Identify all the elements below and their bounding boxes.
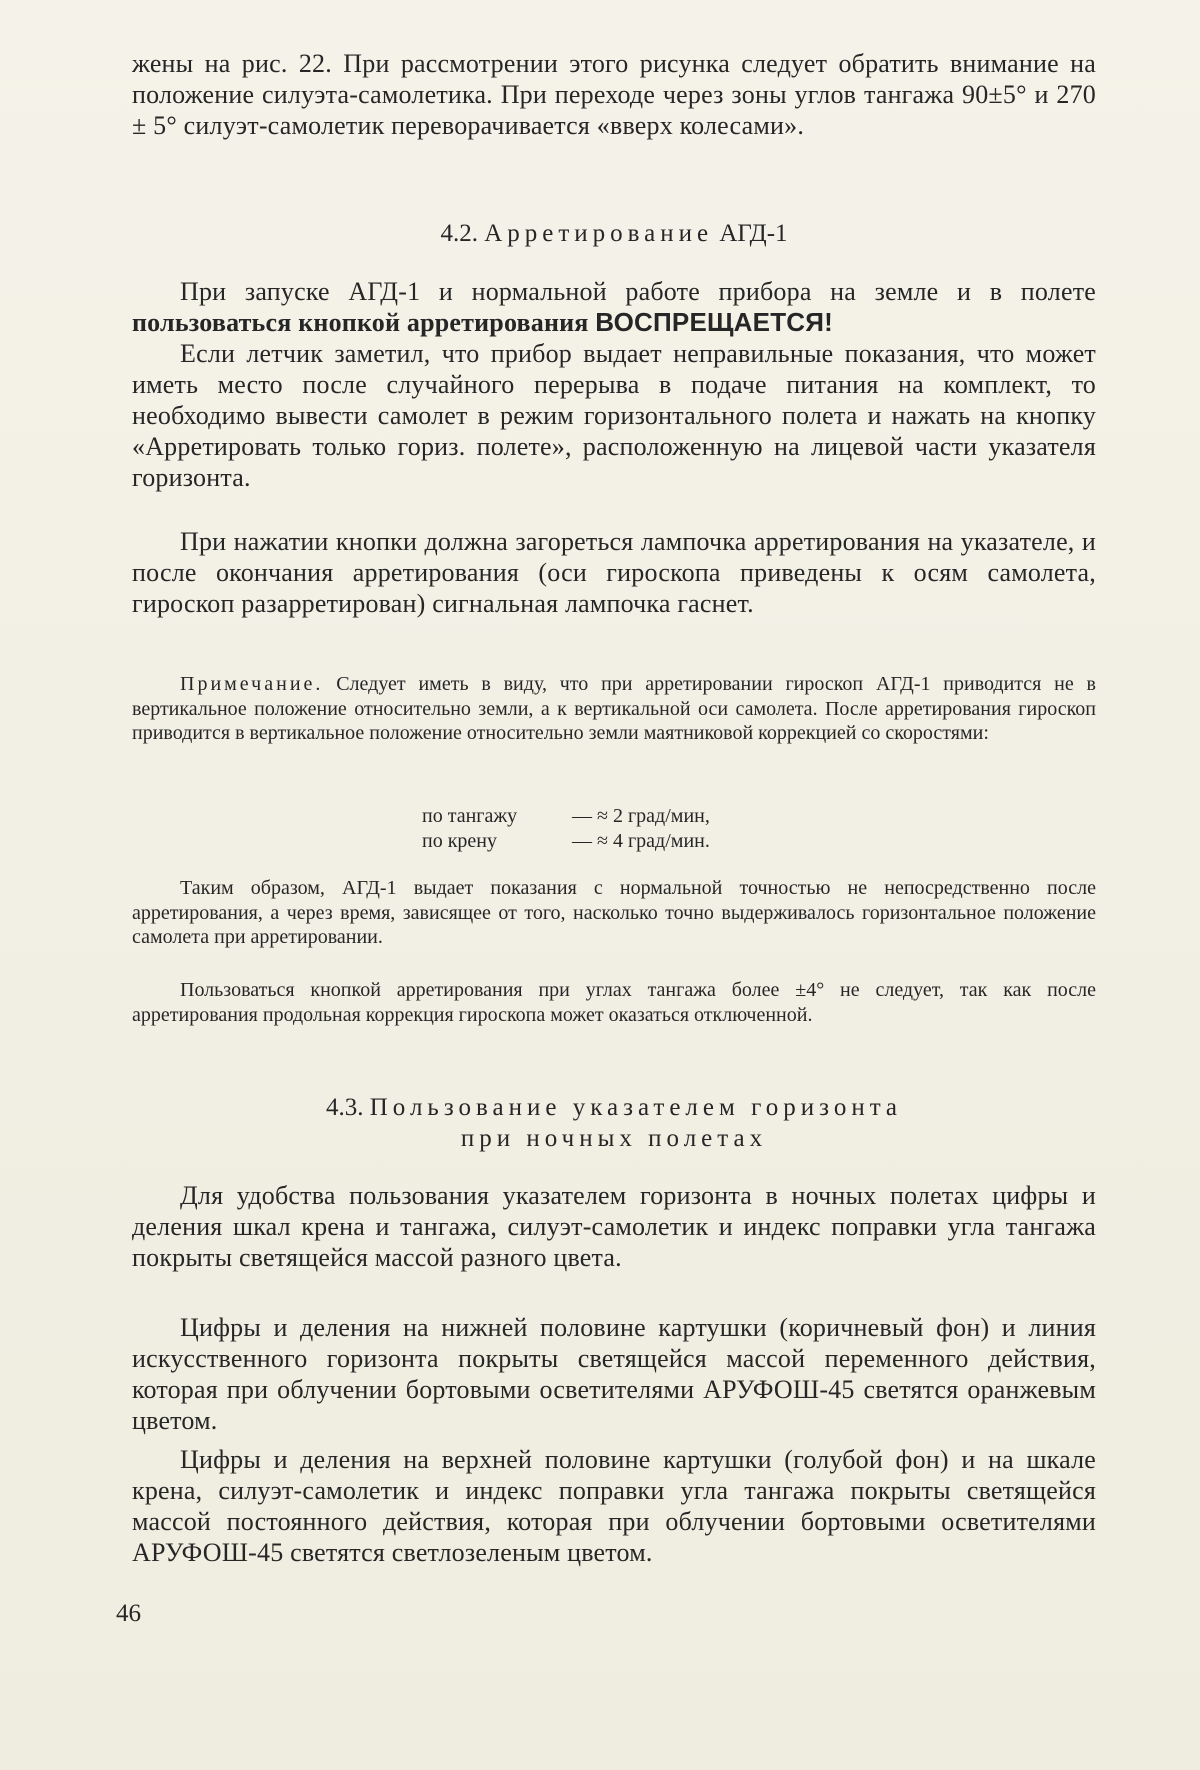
page-number: 46: [116, 1600, 141, 1627]
correction-rates: [422, 804, 842, 854]
warning-caps-text: ВОСПРЕЩАЕТСЯ!: [595, 307, 833, 337]
rate-value: — ≈ 2 град/мин,: [572, 805, 710, 827]
warning-text: При запуске АГД-1 и нормальной работе прибора на земле и в полете: [180, 277, 1096, 306]
section-number: 4.3.: [325, 1094, 364, 1121]
section-title-line: при ночных полетах: [460, 1125, 768, 1152]
section-title: Пользование указателем горизонта: [369, 1094, 903, 1121]
paragraph-arrest-procedure: Если летчик заметил, что прибор выдает неправильные показания, что может иметь место после случайного перерыва в подаче питания на комплект, то необходимо вывести самолет в режим горизонтального полета и нажать на кнопку «Арретировать только гориз. полете», расположенную на лицевой части указателя горизонта.: [132, 339, 1096, 492]
paragraph-night-flight: Цифры и деления на верхней половине картушки (голубой фон) и на шкале крена, силуэт-самолетик и индекс поправки угла тангажа покрыты светящейся массой постоянного действия, которая при облучении бортовыми осветителями АРУФОШ-45 светятся светлозеленым цветом.: [132, 1445, 1096, 1567]
section-title-suffix: АГД-1: [719, 220, 788, 247]
note-paragraph: [132, 672, 1096, 746]
paragraph-arrest-lamp: При нажатии кнопки должна загореться лампочка арретирования на указателе, и после окончания арретирования (оси гироскопа приведены к осям самолета, гироскоп разарретирован) сигнальная лампочка гаснет.: [132, 527, 1096, 618]
rate-row: [422, 804, 842, 829]
section-heading-4-2: [132, 218, 1096, 249]
paragraph-arrest-warning: [132, 276, 1096, 338]
note-text: Следует иметь в виду, что при арретировании гироскоп АГД-1 приводится не в вертикальное положение относительно земли, а к вертикальной оси самолета. После арретирования гироскоп приводится в вертикальное положение относительно земли маятниковой коррекцией со скоростями:: [132, 673, 1096, 744]
section-title-line: [132, 1092, 1096, 1123]
section-heading-4-3: [132, 1092, 1096, 1154]
paragraph-continuation: жены на рис. 22. При рассмотрении этого рисунка следует обратить внимание на положение силуэта-самолетика. При переходе через зоны углов тангажа 90±5° и 270 ± 5° силуэт-самолетик переворачивается «вверх колесами».: [132, 49, 1096, 140]
rate-label: по тангажу: [422, 805, 518, 827]
note-paragraph: Таким образом, АГД-1 выдает показания с нормальной точностью не непосредственно после арретирования, а через время, зависящее от того, насколько точно выдерживалось горизонтальное положение самолета при арретировании.: [132, 877, 1096, 948]
section-title: Арретирование: [484, 220, 714, 247]
paragraph-night-flight: Для удобства пользования указателем горизонта в ночных полетах цифры и деления шкал крена и тангажа, силуэт-самолетик и индекс поправки угла тангажа покрыты светящейся массой разного цвета.: [132, 1181, 1096, 1272]
warning-bold-text: пользоваться кнопкой арретирования: [132, 308, 596, 337]
note-paragraph: Пользоваться кнопкой арретирования при углах тангажа более ±4° не следует, так как после арретирования продольная коррекция гироскопа может оказаться отключенной.: [132, 979, 1096, 1026]
rate-row: [422, 829, 842, 854]
rate-value: — ≈ 4 град/мин.: [572, 830, 710, 852]
note-label: Примечание.: [180, 673, 324, 695]
rate-label: по крену: [422, 830, 497, 852]
section-number: 4.2.: [440, 220, 478, 247]
paragraph-night-flight: Цифры и деления на нижней половине картушки (коричневый фон) и линия искусственного горизонта покрыты светящейся массой переменного действия, которая при облучении бортовыми осветителями АРУФОШ-45 светятся оранжевым цветом.: [132, 1313, 1096, 1435]
